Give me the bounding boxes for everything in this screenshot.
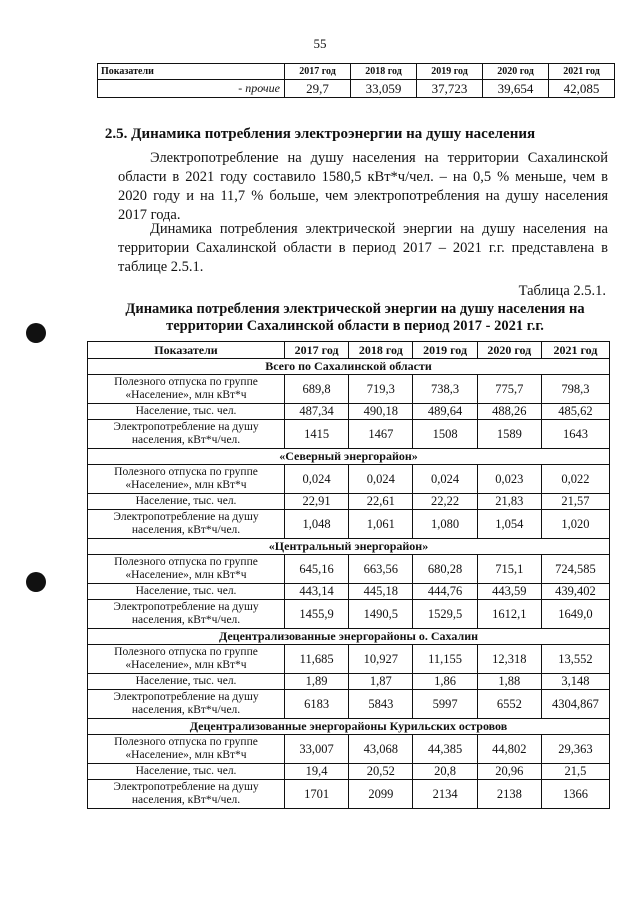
table-cell: 0,024 [349,465,413,494]
table-cell: 1,054 [477,510,541,539]
paragraph: Электропотребление на душу населения на территории Сахалинской области в 2021 году составило 1580,5 кВт*ч/чел. – на 0,5 % меньше, чем в 2020 году и на 11,7 % больше, чем электропотребления на душу населения 2017 года. [118,150,608,223]
header-cell: Показатели [88,342,285,359]
table-cell: 20,8 [413,764,477,780]
table-row [88,404,610,420]
table-cell: 44,385 [413,735,477,764]
table-cell: 488,26 [477,404,541,420]
table-cell: 3,148 [541,674,609,690]
table-cell: 444,76 [413,584,477,600]
table-row [88,555,610,584]
table-row [88,690,610,719]
row-label: Электропотребление на душу населения, кВт*ч/чел. [88,420,285,449]
table-cell: 1,020 [541,510,609,539]
table-row [88,584,610,600]
header-cell: 2017 год [285,64,351,80]
table-cell: 663,56 [349,555,413,584]
punch-hole-mark [26,323,46,343]
header-cell: Показатели [98,64,285,80]
table-cell: 1612,1 [477,600,541,629]
table-cell: 0,022 [541,465,609,494]
section-row [88,539,610,555]
table-label: Таблица 2.5.1. [518,283,606,299]
table-cell: 22,91 [285,494,349,510]
table-cell: 1649,0 [541,600,609,629]
table-cell: 2138 [477,780,541,809]
table-cell: 42,085 [549,80,615,98]
table-cell: 39,654 [483,80,549,98]
table-cell: 1490,5 [349,600,413,629]
row-label: Электропотребление на душу населения, кВт*ч/чел. [88,600,285,629]
section-heading: 2.5. Динамика потребления электроэнергии на душу населения [104,126,536,142]
table-row [88,600,610,629]
table-row [88,764,610,780]
header-cell: 2017 год [285,342,349,359]
table-row [88,494,610,510]
section-row [88,719,610,735]
paragraph: Динамика потребления электрической энергии на душу населения на территории Сахалинской области в период 2017 – 2021 г.г. представлена в таблице 2.5.1. [118,221,608,275]
table-cell: 5997 [413,690,477,719]
table-cell: 443,59 [477,584,541,600]
table-row [88,510,610,539]
table-cell: 715,1 [477,555,541,584]
row-label: Население, тыс. чел. [88,584,285,600]
row-label: Полезного отпуска по группе «Население», млн кВт*ч [88,735,285,764]
table-cell: 1467 [349,420,413,449]
header-cell: 2019 год [417,64,483,80]
table-cell: 1508 [413,420,477,449]
table-cell: 445,18 [349,584,413,600]
table-cell: 1,87 [349,674,413,690]
table-cell: 1643 [541,420,609,449]
table-cell: 1,048 [285,510,349,539]
table-row [88,735,610,764]
table-cell: 21,83 [477,494,541,510]
section-title: «Центральный энергорайон» [88,539,610,555]
section-title: Децентрализованные энергорайоны Курильских островов [88,719,610,735]
page-number: 55 [313,36,327,51]
table-row [88,375,610,404]
row-label: Электропотребление на душу населения, кВт*ч/чел. [88,690,285,719]
table-row [88,420,610,449]
table-cell: 1,89 [285,674,349,690]
table-cell: 6183 [285,690,349,719]
row-label: Полезного отпуска по группе «Население», млн кВт*ч [88,645,285,674]
table-title: Динамика потребления электрической энергии на душу населения на территории Сахалинской области в период 2017 - 2021 г.г. [125,301,585,334]
row-label: Электропотребление на душу населения, кВт*ч/чел. [88,510,285,539]
table-cell: 33,059 [351,80,417,98]
table-cell: 44,802 [477,735,541,764]
table-cell: 20,52 [349,764,413,780]
table-cell: 5843 [349,690,413,719]
header-cell: 2021 год [541,342,609,359]
table-cell: 21,5 [541,764,609,780]
section-title: «Северный энергорайон» [88,449,610,465]
table-cell: 33,007 [285,735,349,764]
table-cell: 22,22 [413,494,477,510]
table-cell: 724,585 [541,555,609,584]
table-row [88,780,610,809]
section-row [88,449,610,465]
table-cell: 0,023 [477,465,541,494]
table-cell: 680,28 [413,555,477,584]
table-cell: 689,8 [285,375,349,404]
table-cell: 2099 [349,780,413,809]
table-cell: 29,363 [541,735,609,764]
table-cell: 485,62 [541,404,609,420]
row-label: Полезного отпуска по группе «Население», млн кВт*ч [88,555,285,584]
table-cell: 775,7 [477,375,541,404]
table-cell: 1415 [285,420,349,449]
header-cell: 2019 год [413,342,477,359]
table-cell: 1529,5 [413,600,477,629]
table-cell: 13,552 [541,645,609,674]
table-cell: 719,3 [349,375,413,404]
row-label: Население, тыс. чел. [88,674,285,690]
table-cell: 19,4 [285,764,349,780]
table-cell: 20,96 [477,764,541,780]
table-cell: 1,080 [413,510,477,539]
table-cell: 443,14 [285,584,349,600]
table-cell: 798,3 [541,375,609,404]
table-cell: 43,068 [349,735,413,764]
header-cell: 2018 год [349,342,413,359]
header-cell: 2021 год [549,64,615,80]
row-label: Электропотребление на душу населения, кВт*ч/чел. [88,780,285,809]
table-cell: 1589 [477,420,541,449]
table-cell: 4304,867 [541,690,609,719]
table-cell: 645,16 [285,555,349,584]
table-cell: 0,024 [413,465,477,494]
row-label: - прочие [98,80,285,98]
table-cell: 1,86 [413,674,477,690]
row-label: Население, тыс. чел. [88,764,285,780]
table-cell: 489,64 [413,404,477,420]
row-label: Население, тыс. чел. [88,404,285,420]
table-cell: 10,927 [349,645,413,674]
punch-hole-mark [26,572,46,592]
continued-table-header [98,64,615,80]
table-cell: 1701 [285,780,349,809]
table-cell: 439,402 [541,584,609,600]
section-row [88,629,610,645]
section-row [88,359,610,375]
table-cell: 37,723 [417,80,483,98]
table-header-row [88,342,610,359]
table-row [88,674,610,690]
row-label: Полезного отпуска по группе «Население», млн кВт*ч [88,375,285,404]
header-cell: 2020 год [483,64,549,80]
table-cell: 6552 [477,690,541,719]
table-cell: 1455,9 [285,600,349,629]
table-row [98,80,615,98]
table-cell: 21,57 [541,494,609,510]
table-cell: 1,061 [349,510,413,539]
header-cell: 2020 год [477,342,541,359]
table-cell: 11,155 [413,645,477,674]
row-label: Полезного отпуска по группе «Население», млн кВт*ч [88,465,285,494]
section-title: Децентрализованные энергорайоны о. Сахалин [88,629,610,645]
section-title: Всего по Сахалинской области [88,359,610,375]
continued-table [97,63,615,98]
table-cell: 1366 [541,780,609,809]
table-cell: 2134 [413,780,477,809]
table-cell: 487,34 [285,404,349,420]
header-cell: 2018 год [351,64,417,80]
table-cell: 12,318 [477,645,541,674]
table-cell: 1,88 [477,674,541,690]
table-cell: 0,024 [285,465,349,494]
table-row [88,465,610,494]
consumption-table [87,341,610,809]
table-cell: 22,61 [349,494,413,510]
table-cell: 490,18 [349,404,413,420]
table-cell: 738,3 [413,375,477,404]
row-label: Население, тыс. чел. [88,494,285,510]
table-cell: 11,685 [285,645,349,674]
table-cell: 29,7 [285,80,351,98]
table-row [88,645,610,674]
